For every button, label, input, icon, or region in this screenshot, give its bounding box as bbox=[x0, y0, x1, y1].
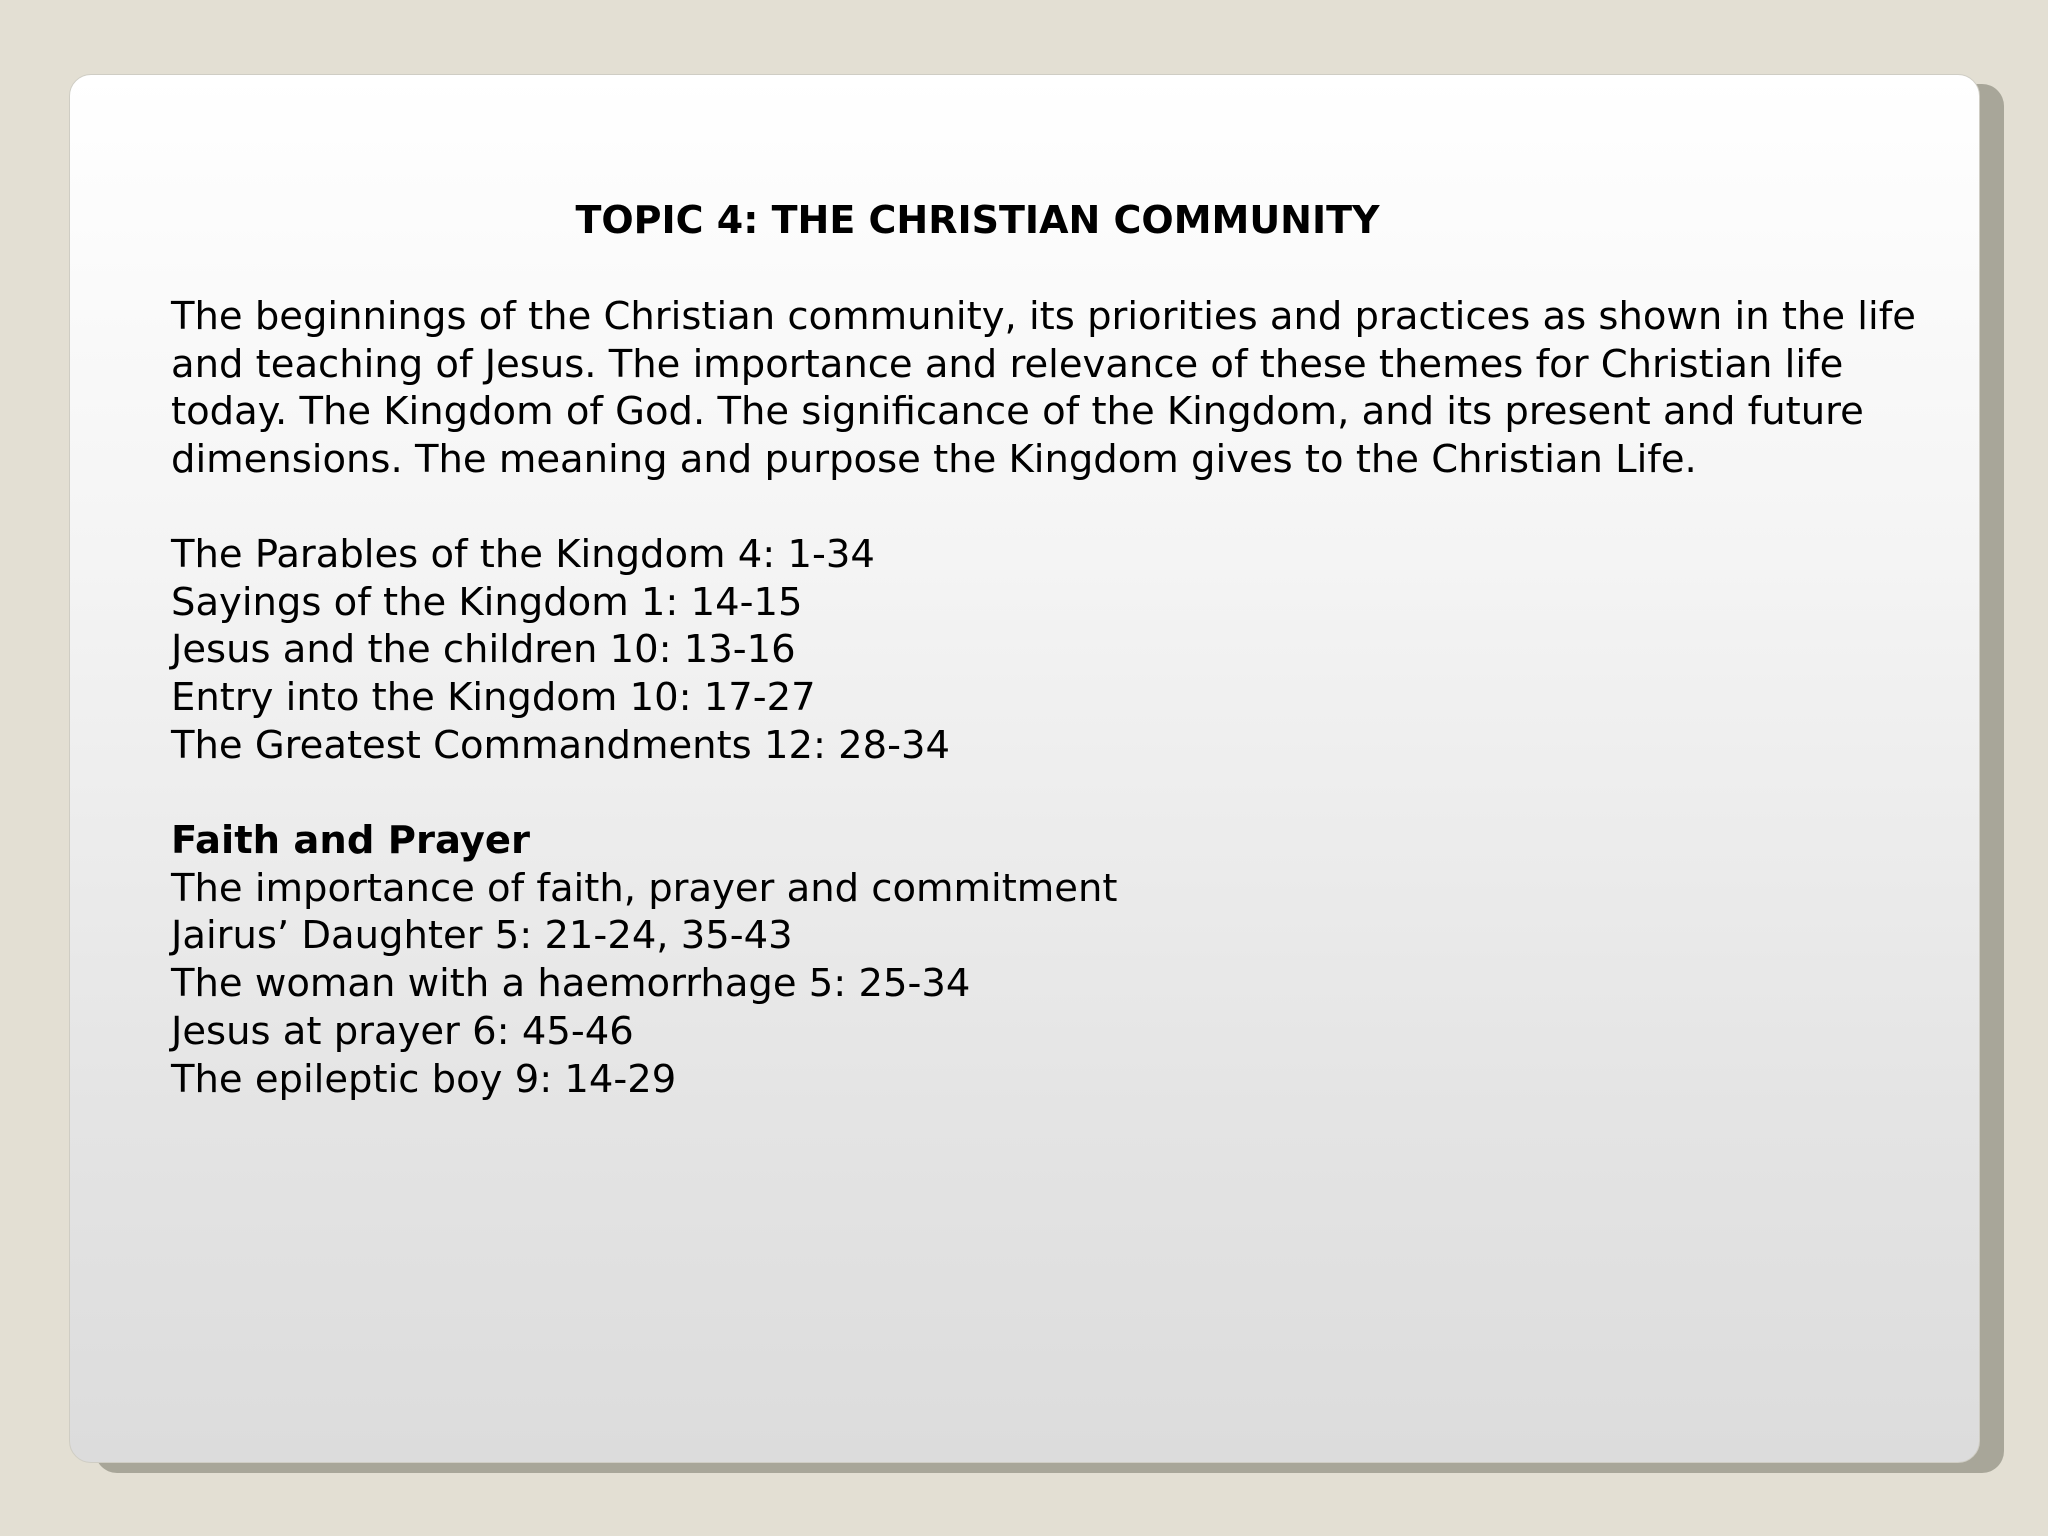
faith-section bbox=[171, 817, 1117, 1103]
intro-line: today. The Kingdom of God. The significance of the Kingdom, and its present and future bbox=[171, 389, 1864, 435]
intro-line: and teaching of Jesus. The importance and relevance of these themes for Christian life bbox=[171, 341, 1844, 387]
list-item: The Parables of the Kingdom 4: 1-34 bbox=[171, 532, 875, 577]
list-item: Jesus and the children 10: 13-16 bbox=[171, 627, 796, 673]
intro-line: The beginnings of the Christian community, its priorities and practices as shown in the life bbox=[171, 294, 1916, 339]
list-item: Jairus’ Daughter 5: 21-24, 35-43 bbox=[171, 913, 793, 959]
list-item: The Greatest Commandments 12: 28-34 bbox=[171, 722, 951, 768]
section-heading: Faith and Prayer bbox=[171, 818, 530, 863]
list-item: Entry into the Kingdom 10: 17-27 bbox=[171, 675, 816, 721]
intro-paragraph bbox=[171, 293, 1916, 484]
list-item: The epileptic boy 9: 14-29 bbox=[171, 1056, 677, 1102]
kingdom-list bbox=[171, 531, 950, 770]
list-item: The importance of faith, prayer and commitment bbox=[171, 865, 1118, 911]
list-item: Sayings of the Kingdom 1: 14-15 bbox=[171, 579, 803, 625]
list-item: The woman with a haemorrhage 5: 25-34 bbox=[171, 961, 971, 1007]
slide bbox=[69, 74, 1980, 1463]
slide-title: TOPIC 4: THE CHRISTIAN COMMUNITY bbox=[575, 198, 1380, 242]
list-item: Jesus at prayer 6: 45-46 bbox=[171, 1008, 634, 1054]
intro-line: dimensions. The meaning and purpose the Kingdom gives to the Christian Life. bbox=[171, 437, 1697, 483]
